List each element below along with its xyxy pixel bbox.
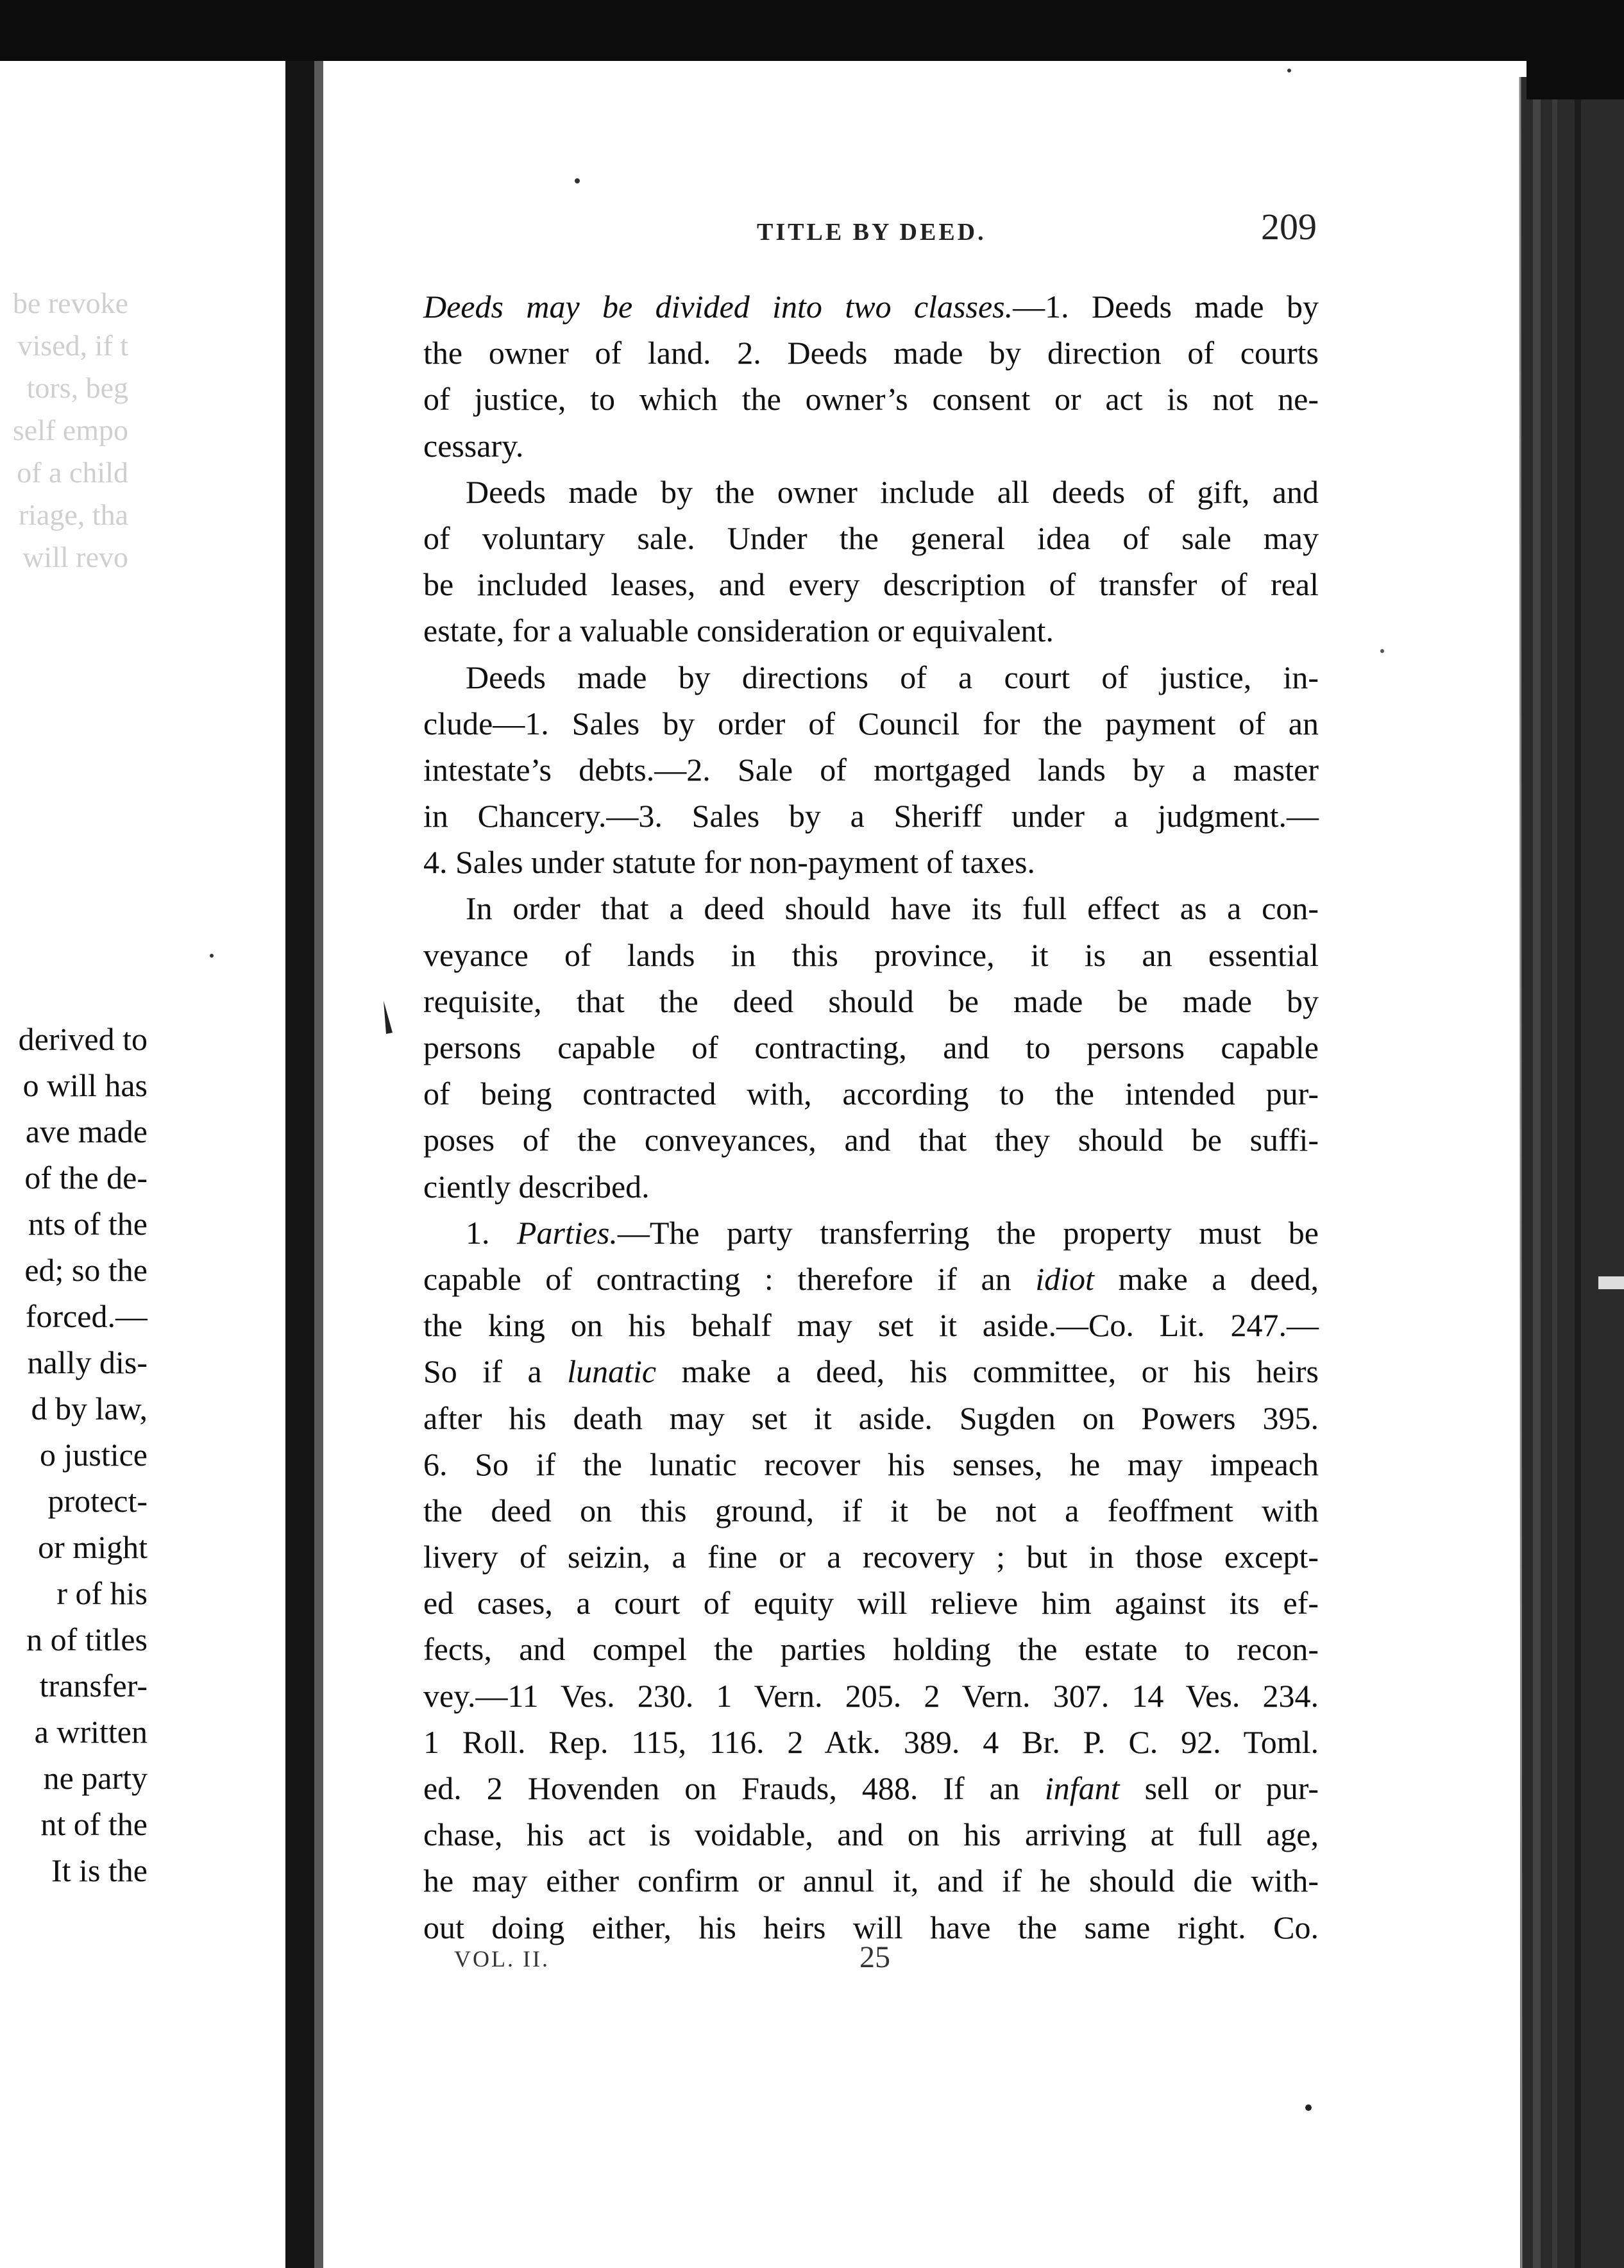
body-line xyxy=(423,1071,1319,1117)
body-line xyxy=(423,700,1319,747)
line-text: capable of contracting : therefore if an xyxy=(423,1260,1036,1297)
left-page-line: o justice xyxy=(39,1437,148,1473)
footer-volume: VOL. II. xyxy=(454,1946,550,1972)
running-header: TITLE BY DEED. xyxy=(757,219,986,246)
body-line xyxy=(423,1024,1319,1071)
left-page-ghost-text xyxy=(0,282,128,579)
line-text: of justice, to which the owner’s consent or act is not ne- xyxy=(423,381,1319,418)
line-text: ed cases, a court of equity will relieve him against its ef- xyxy=(423,1585,1319,1621)
line-text: In order that a deed should have its full effect as a con- xyxy=(466,890,1319,927)
footer-signature-mark: 25 xyxy=(859,1940,890,1974)
left-ghost-line: be revoke xyxy=(12,287,128,319)
body-line xyxy=(423,561,1319,607)
body-line xyxy=(423,284,1319,330)
left-page-line: forced.— xyxy=(25,1298,148,1334)
line-text: 4. Sales under statute for non-payment of taxes. xyxy=(423,844,1035,881)
line-text: livery of seizin, a fine or a recovery ; but in those except- xyxy=(423,1539,1319,1575)
left-page-line: nts of the xyxy=(28,1206,148,1242)
body-line xyxy=(423,1487,1319,1534)
left-page-line: o will has xyxy=(22,1067,148,1103)
page-number: 209 xyxy=(1261,206,1317,248)
left-page-line: n of titles xyxy=(26,1621,148,1657)
left-page-line: ne party xyxy=(43,1760,148,1796)
body-line xyxy=(423,515,1319,561)
body-line xyxy=(423,1164,1319,1210)
body-text xyxy=(423,284,1319,1951)
italic-text: idiot xyxy=(1035,1260,1094,1297)
body-line xyxy=(423,1858,1319,1904)
line-text: —1. Deeds made by xyxy=(1013,289,1319,325)
body-line xyxy=(423,978,1319,1024)
line-text: of voluntary sale. Under the general idea of sale may xyxy=(423,520,1319,556)
line-text: —The party transferring the property must be xyxy=(617,1214,1319,1251)
body-line xyxy=(423,1765,1319,1811)
line-text: vey.—11 Ves. 230. 1 Vern. 205. 2 Vern. 307. 14 Ves. 234. xyxy=(423,1677,1319,1714)
left-ghost-line: self empo xyxy=(12,414,128,446)
body-line xyxy=(423,1534,1319,1580)
left-page-line: of the de- xyxy=(24,1160,148,1196)
line-text: clude—1. Sales by order of Council for the payment of an xyxy=(423,705,1319,741)
left-ghost-line: riage, tha xyxy=(18,498,128,531)
body-line xyxy=(423,747,1319,793)
body-line xyxy=(423,839,1319,885)
left-page-line: transfer- xyxy=(39,1668,148,1704)
line-text: he may either confirm or annul it, and if he should die with- xyxy=(423,1863,1319,1899)
body-line xyxy=(423,607,1319,654)
line-text: 6. So if the lunatic recover his senses, he may impeach xyxy=(423,1446,1319,1482)
body-line xyxy=(423,423,1319,469)
left-page-line: or might xyxy=(38,1529,148,1565)
line-text: make a deed, his committee, or his heirs xyxy=(656,1353,1319,1390)
line-text: ed. 2 Hovenden on Frauds, 488. If an xyxy=(423,1770,1045,1806)
line-text: persons capable of contracting, and to persons capable xyxy=(423,1029,1319,1065)
left-page-line: nt of the xyxy=(40,1806,148,1842)
body-line xyxy=(423,1302,1319,1348)
left-page-line: a written xyxy=(34,1714,148,1750)
left-page-line: ed; so the xyxy=(24,1252,148,1288)
line-text: Deeds made by the owner include all deeds of gift, and xyxy=(466,473,1319,510)
body-line xyxy=(423,932,1319,978)
line-text: the king on his behalf may set it aside.—Co. Lit. 247.— xyxy=(423,1307,1319,1344)
body-line xyxy=(423,654,1319,700)
line-text: chase, his act is voidable, and on his arriving at full age, xyxy=(423,1816,1319,1853)
body-line xyxy=(423,1580,1319,1626)
body-line xyxy=(423,1256,1319,1302)
line-text: 1 Roll. Rep. 115, 116. 2 Atk. 389. 4 Br. P. C. 92. Toml. xyxy=(423,1723,1319,1760)
line-text: of being contracted with, according to the intended pur- xyxy=(423,1076,1319,1112)
body-line xyxy=(423,1210,1319,1256)
line-text: fects, and compel the parties holding the estate to recon- xyxy=(423,1631,1319,1668)
left-page-line: ave made xyxy=(25,1113,148,1149)
body-line xyxy=(423,1117,1319,1163)
body-line xyxy=(423,885,1319,931)
body-line xyxy=(423,330,1319,376)
line-text: sell or pur- xyxy=(1119,1770,1319,1806)
line-text: Deeds made by directions of a court of justice, in- xyxy=(466,659,1319,695)
line-text: 1. xyxy=(466,1214,517,1251)
left-page-text xyxy=(0,1017,148,1894)
body-line xyxy=(423,793,1319,839)
line-text: intestate’s debts.—2. Sale of mortgaged lands by a master xyxy=(423,751,1319,788)
left-page-line: protect- xyxy=(47,1483,148,1519)
line-text: be included leases, and every description of transfer of real xyxy=(423,566,1319,603)
italic-text: infant xyxy=(1044,1770,1120,1806)
line-text: veyance of lands in this province, it is an essential xyxy=(423,936,1319,973)
body-line xyxy=(423,1441,1319,1487)
line-text: after his death may set it aside. Sugden on Powers 395. xyxy=(423,1400,1319,1436)
line-text: poses of the conveyances, and that they should be suffi- xyxy=(423,1122,1319,1158)
italic-text: Parties. xyxy=(516,1214,618,1251)
line-text: the deed on this ground, if it be not a feoffment with xyxy=(423,1492,1319,1528)
left-ghost-line: of a child xyxy=(17,456,128,489)
line-text: estate, for a valuable consideration or equivalent. xyxy=(423,613,1054,649)
body-line xyxy=(423,1673,1319,1719)
body-line xyxy=(423,1626,1319,1672)
line-text: requisite, that the deed should be made be made by xyxy=(423,983,1319,1019)
body-line xyxy=(423,469,1319,515)
line-text: in Chancery.—3. Sales by a Sheriff under a judgment.— xyxy=(423,798,1319,834)
line-text: cessary. xyxy=(423,427,524,464)
line-text: the owner of land. 2. Deeds made by direction of courts xyxy=(423,335,1319,371)
body-line xyxy=(423,376,1319,422)
left-ghost-line: tors, beg xyxy=(26,371,128,404)
left-ghost-line: will revo xyxy=(22,541,128,573)
line-text: So if a xyxy=(423,1353,568,1390)
body-line xyxy=(423,1348,1319,1394)
top-edge-shadow xyxy=(0,0,1624,61)
line-text: make a deed, xyxy=(1094,1260,1319,1297)
gutter-shadow xyxy=(285,61,314,2268)
left-ghost-line: vised, if t xyxy=(17,329,128,362)
italic-text: lunatic xyxy=(567,1353,657,1390)
line-text: ciently described. xyxy=(423,1168,650,1205)
line-text: out doing either, his heirs will have the same right. Co. xyxy=(423,1909,1319,1945)
body-line xyxy=(423,1719,1319,1765)
left-page-line: It is the xyxy=(51,1852,148,1888)
body-line xyxy=(423,1395,1319,1441)
left-page-line: d by law, xyxy=(31,1391,148,1426)
body-line xyxy=(423,1811,1319,1858)
italic-text: Deeds may be divided into two classes. xyxy=(423,289,1013,325)
left-page-line: nally dis- xyxy=(27,1344,148,1380)
left-page-line: derived to xyxy=(18,1021,148,1057)
left-page-line: r of his xyxy=(56,1575,148,1611)
